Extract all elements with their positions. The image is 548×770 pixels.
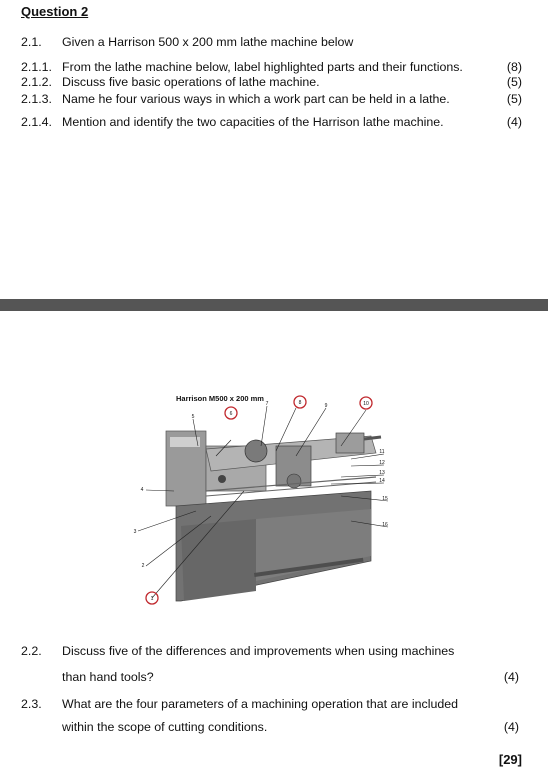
label-8: 8 (298, 400, 302, 406)
label-1: 1 (150, 596, 154, 602)
q211-marks: (8) (506, 60, 522, 74)
q212-number: 2.1.2. (21, 75, 53, 89)
label-4: 4 (140, 487, 144, 493)
q214-marks: (4) (506, 115, 522, 129)
q214-text: Mention and identify the two capacities of the Harrison lathe machine. (62, 115, 444, 129)
label-10: 10 (363, 401, 369, 407)
q213-number: 2.1.3. (21, 92, 53, 106)
label-14: 14 (379, 478, 385, 484)
q212-text: Discuss five basic operations of lathe machine. (62, 75, 320, 89)
q22-text-line2: than hand tools? (62, 670, 154, 684)
label-11: 11 (379, 449, 385, 455)
q211-number: 2.1.1. (21, 60, 53, 74)
q22-number: 2.2. (21, 644, 42, 658)
label-7: 7 (265, 401, 269, 407)
label-15: 15 (382, 496, 388, 502)
label-5: 5 (191, 414, 195, 420)
label-6: 6 (229, 411, 233, 417)
page-divider (0, 299, 548, 311)
label-16: 16 (382, 522, 388, 528)
label-13: 13 (379, 470, 385, 476)
q23-number: 2.3. (21, 697, 42, 711)
q21-number: 2.1. (21, 35, 42, 49)
q213-text: Name he four various ways in which a work part can be held in a lathe. (62, 92, 450, 106)
total-marks: [29] (498, 752, 522, 767)
lathe-machine-drawing (166, 431, 381, 601)
label-12: 12 (379, 460, 385, 466)
q211-text: From the lathe machine below, label highlighted parts and their functions. (62, 60, 463, 74)
label-9: 9 (324, 403, 328, 409)
q214-number: 2.1.4. (21, 115, 53, 129)
label-3: 3 (133, 529, 137, 535)
question-heading: Question 2 (21, 4, 89, 19)
q22-marks: (4) (503, 670, 519, 684)
q23-text-line1: What are the four parameters of a machining operation that are included (62, 697, 459, 711)
q213-marks: (5) (506, 92, 522, 106)
q21-text: Given a Harrison 500 x 200 mm lathe machine below (62, 35, 354, 49)
q23-text-line2: within the scope of cutting conditions. (62, 720, 268, 734)
figure-title: Harrison M500 x 200 mm (176, 394, 264, 403)
q22-text-line1: Discuss five of the differences and improvements when using machines (62, 644, 455, 658)
label-2: 2 (141, 563, 145, 569)
q212-marks: (5) (506, 75, 522, 89)
lathe-figure (133, 391, 390, 611)
q23-marks: (4) (503, 720, 519, 734)
